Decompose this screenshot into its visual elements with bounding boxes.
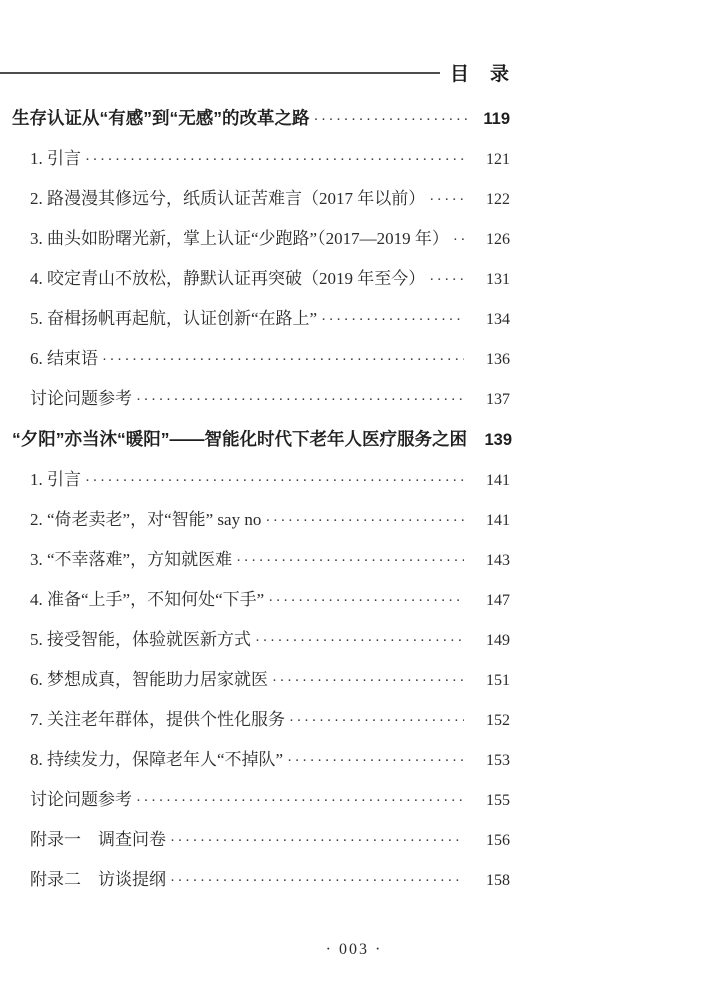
toc-entry-appendix-2 xyxy=(0,869,510,892)
toc-entry-page: 152 xyxy=(486,712,510,729)
toc-entry-page: 121 xyxy=(486,151,510,168)
toc-entry xyxy=(0,589,510,612)
toc-entry xyxy=(0,629,510,652)
toc-entry-page: 137 xyxy=(486,391,510,408)
dot-leader xyxy=(236,549,464,572)
dot-leader xyxy=(321,308,464,331)
toc-entry xyxy=(0,749,510,772)
toc-entry xyxy=(0,549,510,572)
toc-chapter-title-label: 生存认证从“有感”到“无感”的改革之路 xyxy=(12,108,310,128)
toc-entry xyxy=(0,469,510,492)
toc-entry-label: 4. 咬定青山不放松，静默认证再突破（2019 年至今） xyxy=(30,269,426,288)
toc-entry-label: 讨论问题参考 xyxy=(30,389,132,408)
table-of-contents xyxy=(0,107,510,909)
toc-entry-page: 156 xyxy=(486,832,510,849)
toc-entry-label: 附录二 访谈提纲 xyxy=(30,870,166,889)
toc-entry-page: 151 xyxy=(486,672,510,689)
dot-leader xyxy=(289,709,464,732)
dot-leader xyxy=(136,388,464,411)
dot-leader xyxy=(170,829,464,852)
toc-entry-label: 1. 引言 xyxy=(30,149,81,168)
folio-page-number: · 003 · xyxy=(325,941,383,958)
toc-entry-page: 153 xyxy=(486,752,510,769)
toc-entry-label: 2. “倚老卖老”，对“智能” say no xyxy=(30,510,262,529)
toc-entry-label: 4. 准备“上手”，不知何处“下手” xyxy=(30,590,265,609)
toc-entry xyxy=(0,268,510,291)
toc-entry-label: 8. 持续发力，保障老年人“不掉队” xyxy=(30,750,284,769)
toc-chapter-title xyxy=(0,428,510,452)
toc-entry xyxy=(0,188,510,211)
toc-entry-label: 1. 引言 xyxy=(30,470,81,489)
dot-leader xyxy=(453,228,464,251)
toc-entry-label: 2. 路漫漫其修远兮，纸质认证苦难言（2017 年以前） xyxy=(30,189,426,208)
toc-entry-page: 134 xyxy=(486,311,510,328)
toc-entry xyxy=(0,789,510,812)
toc-entry-page: 143 xyxy=(486,552,510,569)
toc-entry-page: 149 xyxy=(486,632,510,649)
toc-entry-page: 136 xyxy=(486,351,510,368)
toc-entry-page: 122 xyxy=(486,191,510,208)
toc-entry-label: 7. 关注老年群体，提供个性化服务 xyxy=(30,710,285,729)
dot-leader xyxy=(136,789,464,812)
toc-entry xyxy=(0,709,510,732)
toc-entry-label: 讨论问题参考 xyxy=(30,790,132,809)
dot-leader xyxy=(268,589,464,612)
toc-entry-label: 6. 结束语 xyxy=(30,349,98,368)
toc-entry xyxy=(0,509,510,532)
toc-entry-label: 5. 奋楫扬帆再起航，认证创新“在路上” xyxy=(30,309,318,328)
toc-chapter-page: 119 xyxy=(483,110,510,128)
toc-entry-page: 126 xyxy=(486,231,510,248)
dot-leader xyxy=(429,188,464,211)
toc-entry-page: 141 xyxy=(486,472,510,489)
toc-entry-label: 5. 接受智能，体验就医新方式 xyxy=(30,630,251,649)
toc-entry-page: 147 xyxy=(486,592,510,609)
toc-chapter-title xyxy=(0,107,510,131)
dot-leader xyxy=(85,148,464,171)
toc-entry-label: 附录一 调查问卷 xyxy=(30,830,166,849)
header-rule-line xyxy=(0,72,440,74)
page-header-title: 目 录 xyxy=(449,64,510,85)
toc-entry-label: 6. 梦想成真，智能助力居家就医 xyxy=(30,670,268,689)
dot-leader xyxy=(170,869,464,892)
toc-entry xyxy=(0,148,510,171)
toc-entry xyxy=(0,228,510,251)
dot-leader xyxy=(265,509,464,532)
toc-entry-appendix-1 xyxy=(0,829,510,852)
dot-leader xyxy=(272,669,464,692)
dot-leader xyxy=(102,348,464,371)
toc-entry-page: 158 xyxy=(486,872,510,889)
toc-entry-label: 3. 曲头如盼曙光新，掌上认证“少跑路”（2017—2019 年） xyxy=(30,229,449,248)
dot-leader xyxy=(85,469,464,492)
dot-leader xyxy=(314,107,470,131)
dot-leader xyxy=(255,629,464,652)
toc-entry xyxy=(0,388,510,411)
page-header xyxy=(0,59,510,86)
toc-entry-label: 3. “不幸落难”，方知就医难 xyxy=(30,550,233,569)
toc-entry-page: 131 xyxy=(486,271,510,288)
toc-entry xyxy=(0,669,510,692)
toc-entry xyxy=(0,308,510,331)
toc-entry-page: 141 xyxy=(486,512,510,529)
dot-leader xyxy=(287,749,464,772)
toc-entry-page: 155 xyxy=(486,792,510,809)
toc-entry xyxy=(0,348,510,371)
toc-chapter-page: 139 xyxy=(484,431,512,449)
toc-chapter-title-label: “夕阳”亦当沐“暖阳”——智能化时代下老年人医疗服务之困 xyxy=(12,429,467,449)
dot-leader xyxy=(429,268,464,291)
